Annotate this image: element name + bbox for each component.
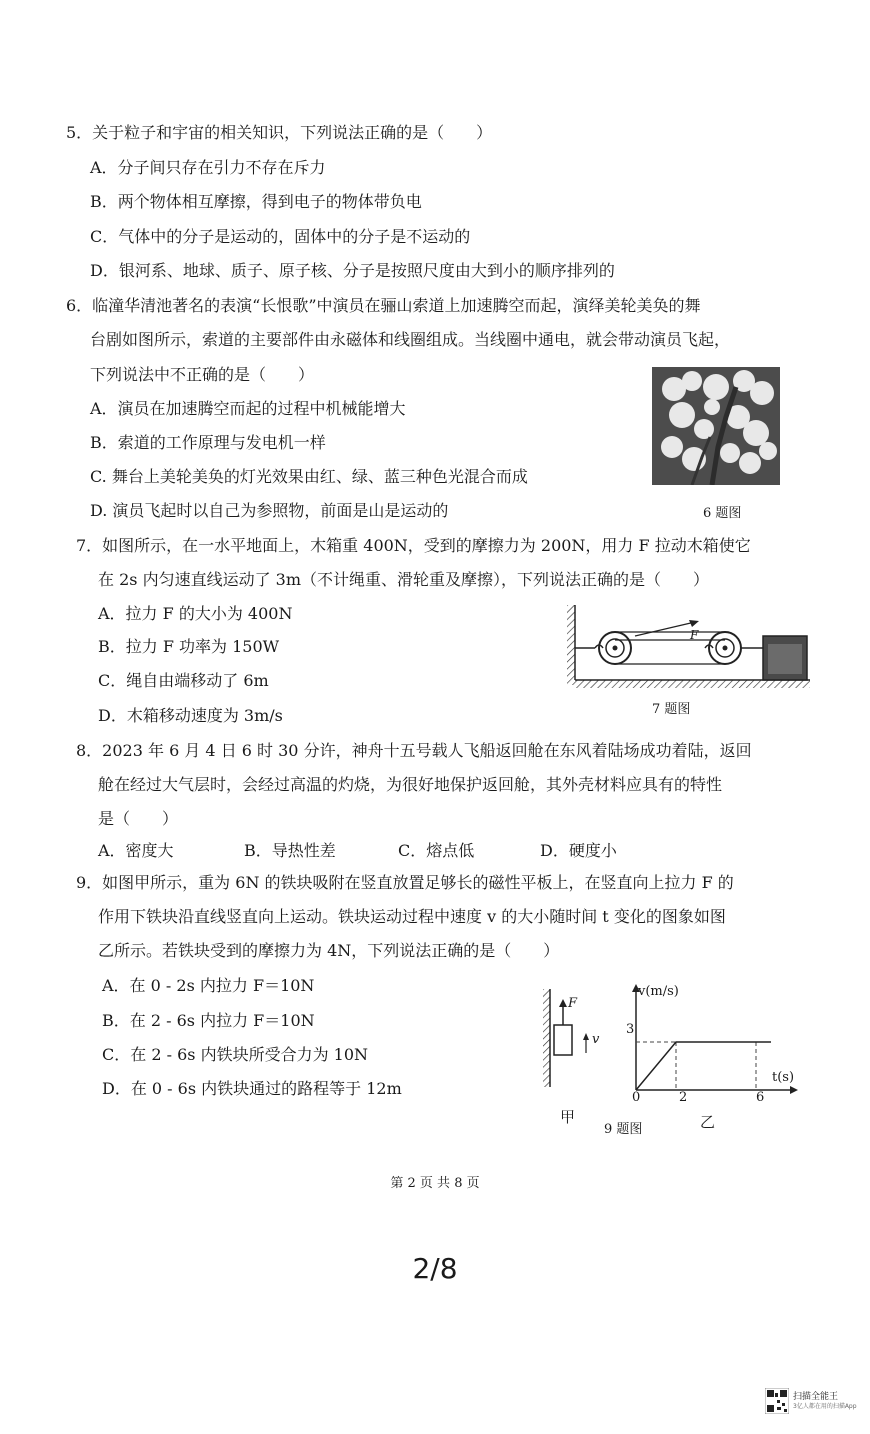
question-8-stem-line-3: 是（ ） (98, 809, 179, 828)
figure-9-yi-label: 乙 (700, 1113, 716, 1131)
question-5-stem: 5．关于粒子和宇宙的相关知识，下列说法正确的是（ ） (66, 123, 493, 142)
figure-9-jia-v-label: v (592, 1032, 600, 1047)
figure-6-caption: 6 题图 (703, 506, 742, 521)
question-7-option-c: C．绳自由端移动了 6m (98, 671, 269, 690)
question-8-option-c: C．熔点低 (398, 841, 475, 860)
question-8-option-a: A．密度大 (98, 841, 174, 860)
watermark-subtext: 3亿人都在用的扫描App (793, 1403, 857, 1410)
question-6-stem-line-1: 6．临潼华清池著名的表演“长恨歌”中演员在骊山索道上加速腾空而起，演绎美轮美奂的舞 (66, 296, 701, 315)
question-6-option-c: C. 舞台上美轮美奂的灯光效果由红、绿、蓝三种色光混合而成 (90, 467, 528, 486)
figure-9-yi-y-axis-label: v(m/s) (638, 984, 679, 999)
question-7-option-b: B．拉力 F 功率为 150W (98, 637, 280, 656)
question-9-option-a: A．在 0 - 2s 内拉力 F＝10N (102, 976, 315, 995)
figure-7-caption: 7 题图 (652, 702, 691, 717)
question-7-stem-line-1: 7．如图所示，在一水平地面上，木箱重 400N，受到的摩擦力为 200N，用力 F 拉动木箱使它 (76, 536, 751, 555)
figure-9-jia-label: 甲 (560, 1108, 576, 1126)
qr-code-icon (765, 1388, 789, 1414)
question-9-option-b: B．在 2 - 6s 内拉力 F＝10N (102, 1011, 315, 1030)
question-8-option-b: B．导热性差 (244, 841, 336, 860)
question-6-stem-line-2: 台剧如图所示，索道的主要部件由永磁体和线圈组成。当线圈中通电，就会带动演员飞起， (90, 330, 731, 349)
scanner-watermark (765, 1388, 855, 1416)
question-9-stem-line-1: 9．如图甲所示，重为 6N 的铁块吸附在竖直放置足够长的磁性平板上，在竖直向上拉力 F 的 (76, 873, 734, 892)
question-6-option-d: D. 演员飞起时以自己为参照物，前面是山是运动的 (90, 501, 449, 520)
page-footer: 第 2 页 共 8 页 (390, 1176, 480, 1191)
figure-7-pulley-diagram (565, 600, 815, 690)
page-number: 2/8 (412, 1252, 458, 1285)
question-7-option-d: D．木箱移动速度为 3m/s (98, 706, 283, 725)
figure-7-force-label: F (690, 628, 699, 642)
x-axis-arrow (790, 1086, 798, 1094)
figure-6-photo (652, 367, 780, 485)
figure-9-yi-tick-x0: 0 (632, 1090, 641, 1105)
question-9-option-d: D．在 0 - 6s 内铁块通过的路程等于 12m (102, 1079, 402, 1098)
question-6-option-b: B．索道的工作原理与发电机一样 (90, 433, 326, 452)
question-5-option-b: B．两个物体相互摩擦，得到电子的物体带负电 (90, 192, 422, 211)
figure-9-yi-tick-x6: 6 (756, 1090, 765, 1105)
question-7-stem-line-2: 在 2s 内匀速直线运动了 3m（不计绳重、滑轮重及摩擦），下列说法正确的是（ ） (98, 570, 710, 589)
question-9-stem-line-2: 作用下铁块沿直线竖直向上运动。铁块运动过程中速度 v 的大小随时间 t 变化的图象如图 (98, 907, 726, 926)
question-7-option-a: A．拉力 F 的大小为 400N (98, 604, 293, 623)
question-5-option-c: C．气体中的分子是运动的，固体中的分子是不运动的 (90, 227, 471, 246)
figure-9-jia-f-label: F (568, 996, 578, 1011)
figure-9-yi-tick-y3: 3 (626, 1022, 635, 1037)
question-6-option-a: A．演员在加速腾空而起的过程中机械能增大 (90, 399, 406, 418)
question-8-stem-line-1: 8．2023 年 6 月 4 日 6 时 30 分许，神舟十五号载人飞船返回舱在东风着陆场成功着陆，返回 (76, 741, 752, 760)
series-line-velocity (636, 1042, 771, 1090)
question-8-option-d: D．硬度小 (540, 841, 617, 860)
watermark-text: 扫描全能王 (793, 1392, 839, 1402)
question-8-stem-line-2: 舱在经过大气层时，会经过高温的灼烧，为很好地保护返回舱，其外壳材料应具有的特性 (98, 775, 723, 794)
figure-9-yi-x-axis-label: t(s) (772, 1070, 795, 1085)
question-9-option-c: C．在 2 - 6s 内铁块所受合力为 10N (102, 1045, 369, 1064)
question-9-stem-line-3: 乙所示。若铁块受到的摩擦力为 4N，下列说法正确的是（ ） (98, 941, 560, 960)
question-5-option-a: A．分子间只存在引力不存在斥力 (90, 158, 326, 177)
figure-9-caption: 9 题图 (604, 1122, 643, 1137)
question-6-stem-line-3: 下列说法中不正确的是（ ） (90, 365, 315, 384)
figure-9-yi-tick-x2: 2 (679, 1090, 688, 1105)
question-5-option-d: D．银河系、地球、质子、原子核、分子是按照尺度由大到小的顺序排列的 (90, 261, 615, 280)
